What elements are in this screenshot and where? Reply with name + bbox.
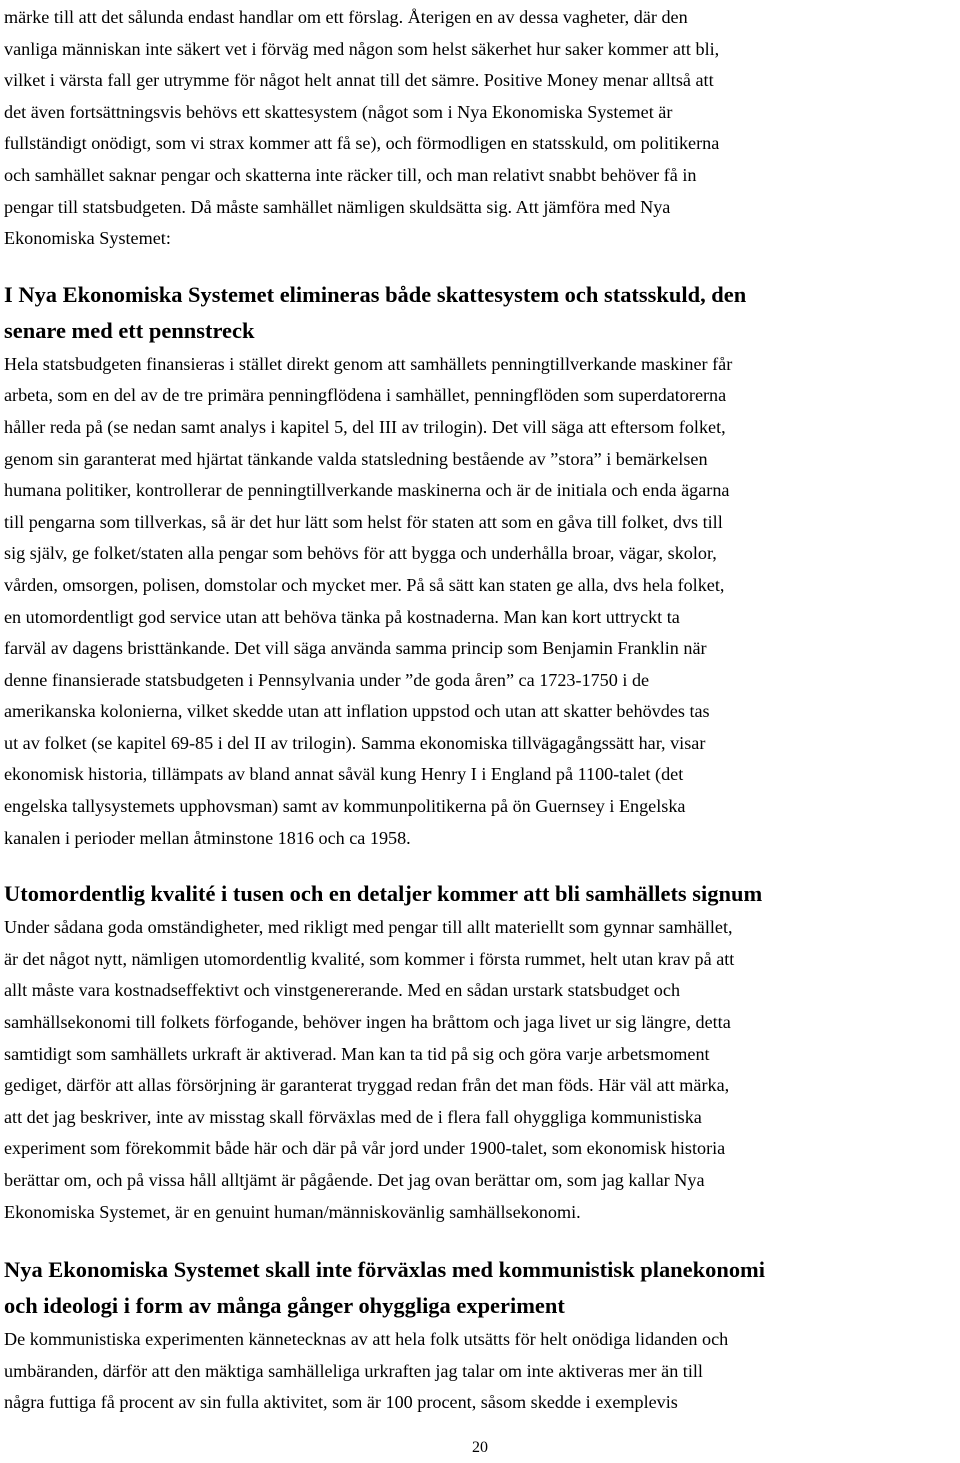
page-number: 20 xyxy=(472,1439,488,1456)
paragraph-positive-money xyxy=(4,2,956,255)
text-line: allt måste vara kostnadseffektivt och vinstgenererande. Med en sådan urstark statsbudget och xyxy=(4,980,681,1001)
section-heading xyxy=(4,876,956,912)
text-line: genom sin garanterat med hjärtat tänkande valda statsledning bestående av ”stora” i bemärkelsen xyxy=(4,448,708,469)
heading-line: Utomordentlig kvalité i tusen och en detaljer kommer att bli samhällets signum xyxy=(4,881,763,907)
text-line: experiment som förekommit både här och där på vår jord under 1900-talet, som ekonomisk historia xyxy=(4,1138,726,1159)
text-line: Ekonomiska Systemet: xyxy=(4,228,171,249)
text-line: kanalen i perioder mellan åtminstone 1816 och ca 1958. xyxy=(4,827,411,848)
heading-line: och ideologi i form av många gånger ohyggliga experiment xyxy=(4,1293,565,1319)
text-line: det även fortsättningsvis behövs ett skattesystem (något som i Nya Ekonomiska Systemet är xyxy=(4,101,673,122)
paragraph-kvalite xyxy=(4,912,956,1228)
text-line: pengar till statsbudgeten. Då måste samhället nämligen skuldsätta sig. Att jämföra med Nya xyxy=(4,196,671,217)
text-line: humana politiker, kontrollerar de penningtillverkande maskinerna och är de initiala och enda ägarna xyxy=(4,480,730,501)
text-line: umbäranden, därför att den mäktiga samhälleliga urkraften jag talar om inte aktiveras mer än till xyxy=(4,1360,703,1381)
text-line: De kommunistiska experimenten kännetecknas av att hela folk utsätts för helt onödiga lidanden och xyxy=(4,1329,729,1350)
text-line: berättar om, och på vissa håll alltjämt är pågående. Det jag ovan berättar om, som jag kallar Nya xyxy=(4,1170,705,1190)
text-line: fullständigt onödigt, som vi strax kommer att få se), och förmodligen en statsskuld, om politikerna xyxy=(4,133,720,154)
text-line: till pengarna som tillverkas, så är det hur lätt som helst för staten att som en gåva till folket, dvs till xyxy=(4,511,723,532)
text-line: och samhället saknar pengar och skatterna inte räcker till, och man relativt snabbt behöver få in xyxy=(4,164,697,185)
text-line: samtidigt som samhällets urkraft är aktiverad. Man kan ta tid på sig och göra varje arbetsmoment xyxy=(4,1043,710,1064)
text-line: håller reda på (se nedan samt analys i kapitel 5, del III av trilogin). Det vill säga att eftersom folket, xyxy=(4,416,726,437)
heading-line: senare med ett pennstreck xyxy=(4,317,255,343)
text-line: Ekonomiska Systemet, är en genuint human/människovänlig samhällsekonomi. xyxy=(4,1201,581,1222)
heading-line: I Nya Ekonomiska Systemet elimineras både skattesystem och statsskuld, den xyxy=(4,281,747,307)
section-heading xyxy=(4,277,956,349)
text-line: vården, omsorgen, polisen, domstolar och mycket mer. På så sätt kan staten ge alla, dvs hela folket, xyxy=(4,574,725,595)
text-line: är det något nytt, nämligen utomordentlig kvalité, som kommer i första rummet, helt utan krav på att xyxy=(4,948,735,969)
text-line: märke till att det sålunda endast handlar om ett förslag. Återigen en av dessa vagheter, där den xyxy=(4,7,688,27)
text-line: Under sådana goda omständigheter, med rikligt med pengar till allt materiellt som gynnar samhället, xyxy=(4,917,733,938)
text-line: samhällsekonomi till folkets förfogande, behöver ingen ha bråttom och jaga livet ur sig längre, detta xyxy=(4,1012,731,1033)
text-line: farväl av dagens bristtänkande. Det vill säga använda samma princip som Benjamin Franklin när xyxy=(4,638,707,659)
text-line: att det jag beskriver, inte av misstag skall förväxlas med de i flera fall ohyggliga kommunistiska xyxy=(4,1106,702,1127)
text-line: sig själv, ge folket/staten alla pengar som behövs för att bygga och underhålla broar, vägar, skolor, xyxy=(4,543,717,564)
heading-line: Nya Ekonomiska Systemet skall inte förväxlas med kommunistisk planekonomi xyxy=(4,1257,766,1283)
paragraph-statsbudget xyxy=(4,349,956,855)
text-line: engelska tallysystemets upphovsman) samt av kommunpolitikerna på ön Guernsey i Engelska xyxy=(4,796,686,817)
text-line: amerikanska kolonierna, vilket skedde utan att inflation uppstod och utan att skatter behövdes tas xyxy=(4,701,710,722)
text-line: denne finansierade statsbudgeten i Pennsylvania under ”de goda åren” ca 1723-1750 i de xyxy=(4,669,650,690)
text-line: vilket i värsta fall ger utrymme för något helt annat till det sämre. Positive Money menar alltså att xyxy=(4,70,714,91)
text-line: några futtiga få procent av sin fulla aktivitet, som är 100 procent, såsom skedde i exemplevis xyxy=(4,1392,678,1413)
section-heading xyxy=(4,1252,956,1324)
text-line: arbeta, som en del av de tre primära penningflödena i samhället, penningflöden som superdatorerna xyxy=(4,385,727,406)
document-page xyxy=(4,2,956,1419)
paragraph-kommunistiska xyxy=(4,1324,956,1419)
text-line: en utomordentligt god service utan att behöva tänka på kostnaderna. Man kan kort uttryckt ta xyxy=(4,606,680,627)
text-line: gediget, därför att allas försörjning är garanterat tryggad redan från det man föds. Här väl att märka, xyxy=(4,1075,730,1096)
text-line: ut av folket (se kapitel 69-85 i del II av trilogin). Samma ekonomiska tillvägagångssätt har, visar xyxy=(4,732,706,753)
text-line: vanliga människan inte säkert vet i förväg med någon som helst säkerhet hur saker kommer att bli, xyxy=(4,38,720,59)
text-line: ekonomisk historia, tillämpats av bland annat såväl kung Henry I i England på 1100-talet (det xyxy=(4,764,684,785)
text-line: Hela statsbudgeten finansieras i stället direkt genom att samhällets penningtillverkande maskiner får xyxy=(4,353,733,374)
